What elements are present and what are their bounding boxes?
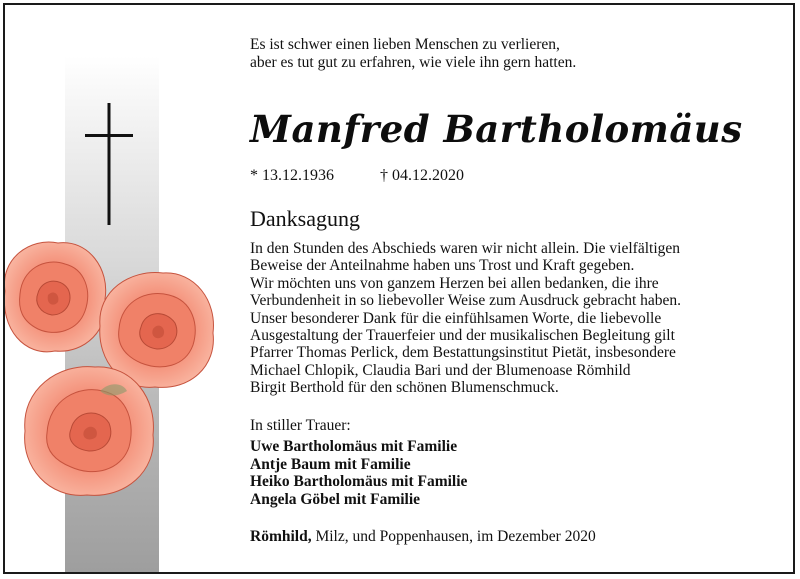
family-list [250, 438, 467, 508]
death-date: † 04.12.2020 [380, 167, 464, 184]
cross-icon [85, 103, 135, 227]
birth-date: * 13.12.1936 [250, 167, 334, 184]
roses-image [5, 241, 220, 511]
quote-line-1: Es ist schwer einen lieben Menschen zu verlieren, [250, 36, 560, 53]
body-line: Verbundenheit in so liebevoller Weise zum Ausdruck gebracht haben. [250, 292, 682, 310]
place-rest: Milz, und Poppenhausen, im Dezember 2020 [311, 528, 596, 545]
rose-top-left [5, 242, 106, 352]
mourning-label: In stiller Trauer: [250, 417, 351, 434]
family-member: Angela Göbel mit Familie [250, 490, 421, 508]
obituary-notice [3, 3, 795, 574]
place-town: Römhild, [250, 528, 312, 545]
quote-line-2: aber es tut gut zu erfahren, wie viele ihn gern hatten. [250, 54, 577, 71]
body-line: In den Stunden des Abschieds waren wir nicht allein. Die vielfältigen [250, 240, 681, 257]
body-line: Unser besonderer Dank für die einfühlsamen Worte, die liebevolle [250, 309, 662, 327]
quote [250, 36, 576, 72]
body-line: Pfarrer Thomas Perlick, dem Bestattungsinstitut Pietät, insbesondere [250, 344, 676, 362]
body-line: Michael Chlopik, Claudia Bari und der Blumenoase Römhild [250, 361, 631, 379]
rose-bottom [25, 367, 154, 496]
family-member: Antje Baum mit Familie [250, 455, 411, 473]
body-line: Ausgestaltung der Trauerfeier und der musikalischen Begleitung gilt [250, 327, 675, 345]
body-line: Beweise der Anteilnahme haben uns Trost und Kraft gegeben. [250, 257, 635, 275]
body-line: Birgit Berthold für den schönen Blumenschmuck. [250, 379, 559, 397]
thanks-heading: Danksagung [250, 206, 360, 231]
deceased-name: Manfred Bartholomäus [250, 107, 743, 151]
place-date [250, 528, 596, 546]
thanks-body [250, 240, 780, 397]
life-dates [250, 167, 464, 185]
family-member: Uwe Bartholomäus mit Familie [250, 438, 458, 455]
body-line: Wir möchten uns von ganzem Herzen bei allen bedanken, die ihre [250, 274, 659, 292]
family-member: Heiko Bartholomäus mit Familie [250, 473, 468, 491]
